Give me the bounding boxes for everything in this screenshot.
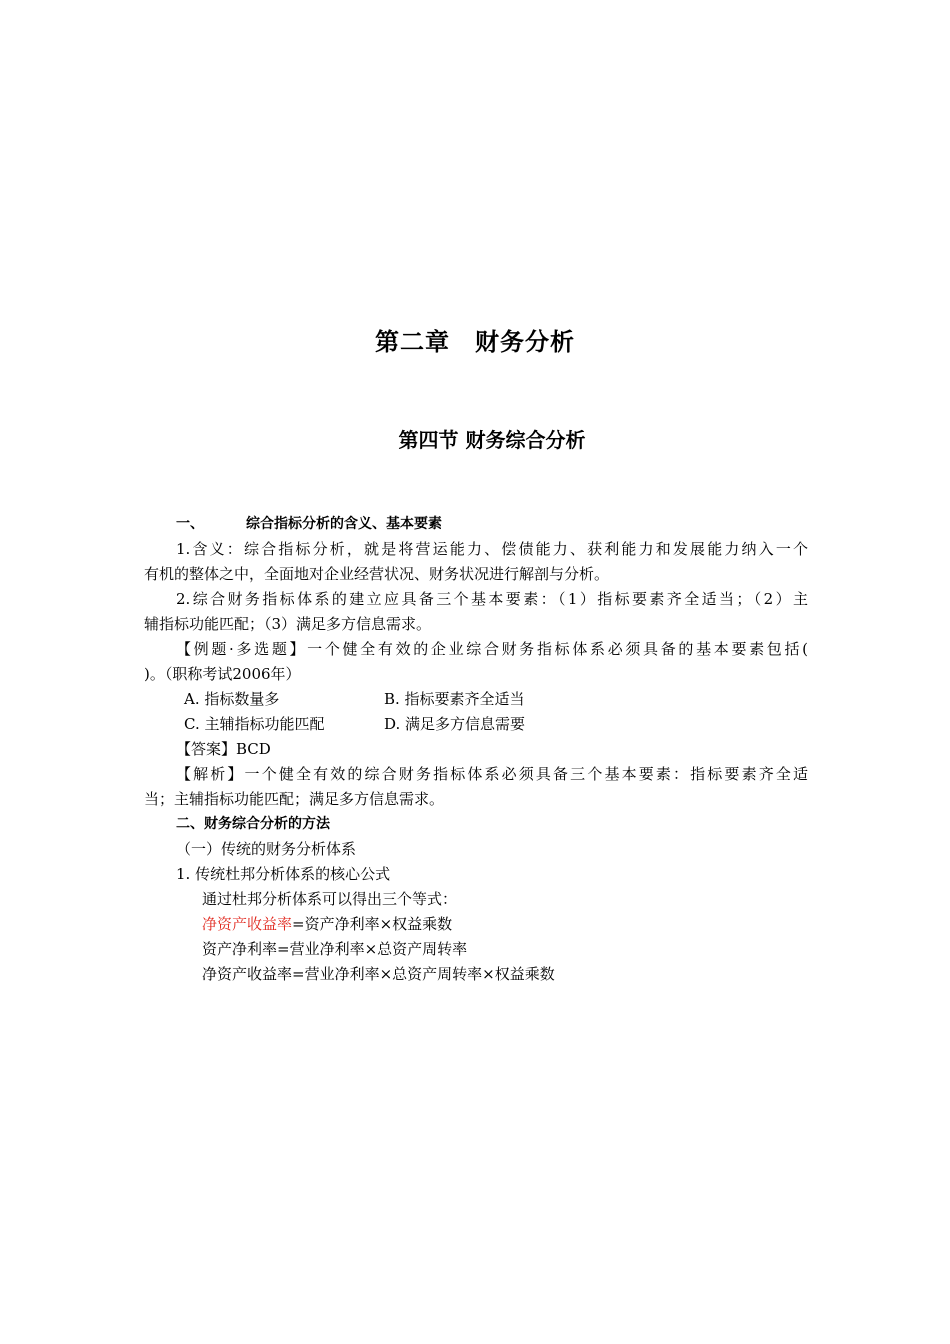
paragraph-1-line-2: 有机的整体之中，全面地对企业经营状况、财务状况进行解剖与分析。 bbox=[144, 565, 610, 583]
example-line-1: 【例题·多选题】一个健全有效的企业综合财务指标体系必须具备的基本要素包括( bbox=[176, 640, 808, 658]
example-line-2: )。（职称考试2006年） bbox=[144, 665, 301, 683]
formula-3: 净资产收益率=营业净利率×总资产周转率×权益乘数 bbox=[202, 965, 555, 983]
formula-1 bbox=[144, 912, 808, 937]
formula-intro: 通过杜邦分析体系可以得出三个等式： bbox=[202, 890, 458, 908]
paragraph-2-line-2: 辅指标功能匹配；（3）满足多方信息需求。 bbox=[144, 615, 432, 633]
options-row-1 bbox=[144, 687, 808, 712]
subheading-2: 1. 传统杜邦分析体系的核心公式 bbox=[176, 865, 391, 883]
subheading-1: （一）传统的财务分析体系 bbox=[176, 840, 357, 858]
document-body bbox=[144, 512, 808, 987]
paragraph-1-line-1: 1.含义：综合指标分析，就是将营运能力、偿债能力、获利能力和发展能力纳入一个 bbox=[176, 540, 808, 558]
option-b: B. 指标要素齐全适当 bbox=[384, 690, 525, 708]
option-d: D. 满足多方信息需要 bbox=[384, 715, 526, 733]
formula-2: 资产净利率=营业净利率×总资产周转率 bbox=[202, 940, 468, 958]
analysis-line-1: 【解析】一个健全有效的综合财务指标体系必须具备三个基本要素：指标要素齐全适 bbox=[176, 765, 808, 783]
option-a: A. 指标数量多 bbox=[184, 690, 280, 708]
chapter-title: 第二章 财务分析 bbox=[375, 328, 575, 356]
paragraph-2-line-1: 2.综合财务指标体系的建立应具备三个基本要素：（1）指标要素齐全适当；（2）主 bbox=[176, 590, 808, 608]
heading-1 bbox=[144, 512, 808, 537]
heading-2: 二、财务综合分析的方法 bbox=[176, 816, 330, 832]
formula-1-highlight: 净资产收益率 bbox=[202, 915, 293, 933]
options-row-2 bbox=[144, 712, 808, 737]
formula-1-rest: =资产净利率×权益乘数 bbox=[292, 915, 453, 933]
analysis-line-2: 当；主辅指标功能匹配；满足多方信息需求。 bbox=[144, 790, 445, 808]
heading-1-number: 一、 bbox=[176, 516, 204, 532]
section-title: 第四节 财务综合分析 bbox=[398, 428, 586, 452]
answer: 【答案】BCD bbox=[176, 740, 271, 758]
option-c: C. 主辅指标功能匹配 bbox=[184, 715, 325, 733]
heading-1-text: 综合指标分析的含义、基本要素 bbox=[246, 516, 442, 532]
